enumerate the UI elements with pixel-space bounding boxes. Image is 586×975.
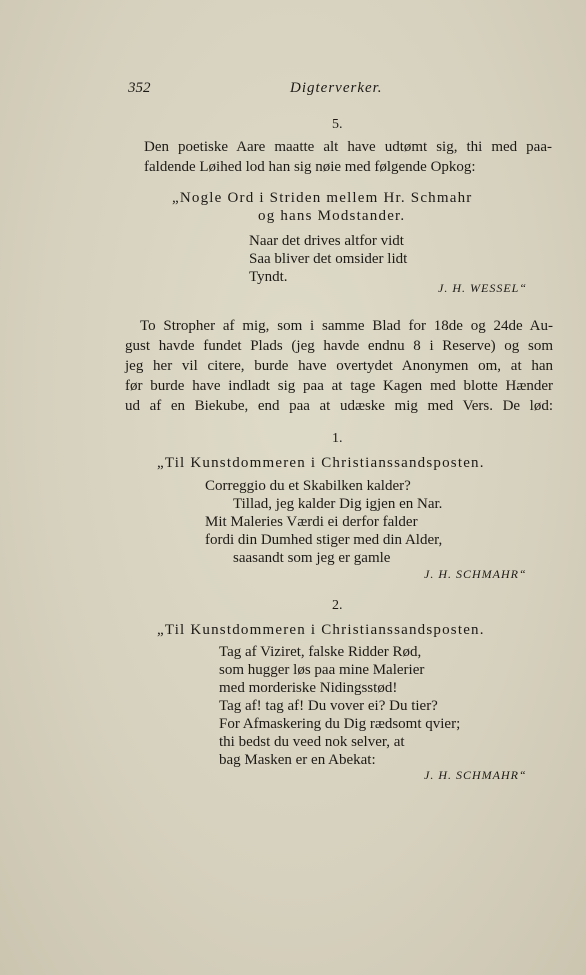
verse-line: Tyndt. (249, 269, 288, 285)
verse-line: Correggio du et Skabilken kalder? (205, 478, 411, 494)
running-title: Digterverker. (290, 80, 383, 96)
paragraph-line: ud af en Biekube, end paa at udæske mig med Vers. De lød: (125, 398, 553, 414)
signature: J. H. WESSEL“ (438, 281, 527, 295)
poem-number: 1. (332, 431, 343, 446)
verse-line: Tillad, jeg kalder Dig igjen en Nar. (233, 496, 443, 512)
poem-number: 2. (332, 598, 343, 613)
verse-line: saasandt som jeg er gamle (233, 550, 391, 566)
verse-line: Tag af! tag af! Du vover ei? Du tier? (219, 698, 438, 714)
verse-line: For Afmaskering du Dig rædsomt qvier; (219, 716, 461, 732)
section-intro (144, 137, 552, 177)
page-number: 352 (128, 80, 151, 96)
poem-title: „Til Kunstdommeren i Christianssandsposten. (157, 455, 485, 471)
poem-title: „Til Kunstdommeren i Christianssandsposten. (157, 622, 485, 638)
body-paragraph (125, 316, 553, 416)
paragraph-line: før burde have indladt sig paa at tage Kagen med blotte Hænder (125, 378, 553, 394)
paragraph-line: To Stropher af mig, som i samme Blad for 18de og 24de Au- (140, 318, 553, 334)
section-number: 5. (332, 117, 343, 132)
verse-line: Naar det drives altfor vidt (249, 233, 404, 249)
intro-line: Den poetiske Aare maatte alt have udtømt sig, thi med paa- (144, 139, 552, 155)
verse-line: bag Masken er en Abekat: (219, 752, 376, 768)
verse-line: med morderiske Nidingsstød! (219, 680, 398, 696)
verse-line: fordi din Dumhed stiger med din Alder, (205, 532, 443, 548)
verse-line: som hugger løs paa mine Malerier (219, 662, 425, 678)
verse-line: Saa bliver det omsider lidt (249, 251, 408, 267)
verse-block (249, 232, 407, 286)
poem-title-line: og hans Modstander. (258, 208, 406, 224)
paragraph-line: gust havde fundet Plads (jeg havde endnu 8 i Reserve) og som (125, 338, 553, 354)
verse-block (205, 477, 442, 567)
signature: J. H. SCHMAHR“ (424, 768, 527, 782)
poem-title-line: „Nogle Ord i Striden mellem Hr. Schmahr (172, 190, 473, 206)
verse-line: Tag af Viziret, falske Ridder Rød, (219, 644, 422, 660)
verse-block (219, 643, 460, 769)
intro-line: faldende Løihed lod han sig nøie med følgende Opkog: (144, 159, 476, 175)
signature: J. H. SCHMAHR“ (424, 567, 527, 581)
paragraph-line: jeg her vil citere, burde have overtydet Anonymen om, at han (125, 358, 553, 374)
verse-line: thi bedst du veed nok selver, at (219, 734, 405, 750)
verse-line: Mit Maleries Værdi ei derfor falder (205, 514, 418, 530)
